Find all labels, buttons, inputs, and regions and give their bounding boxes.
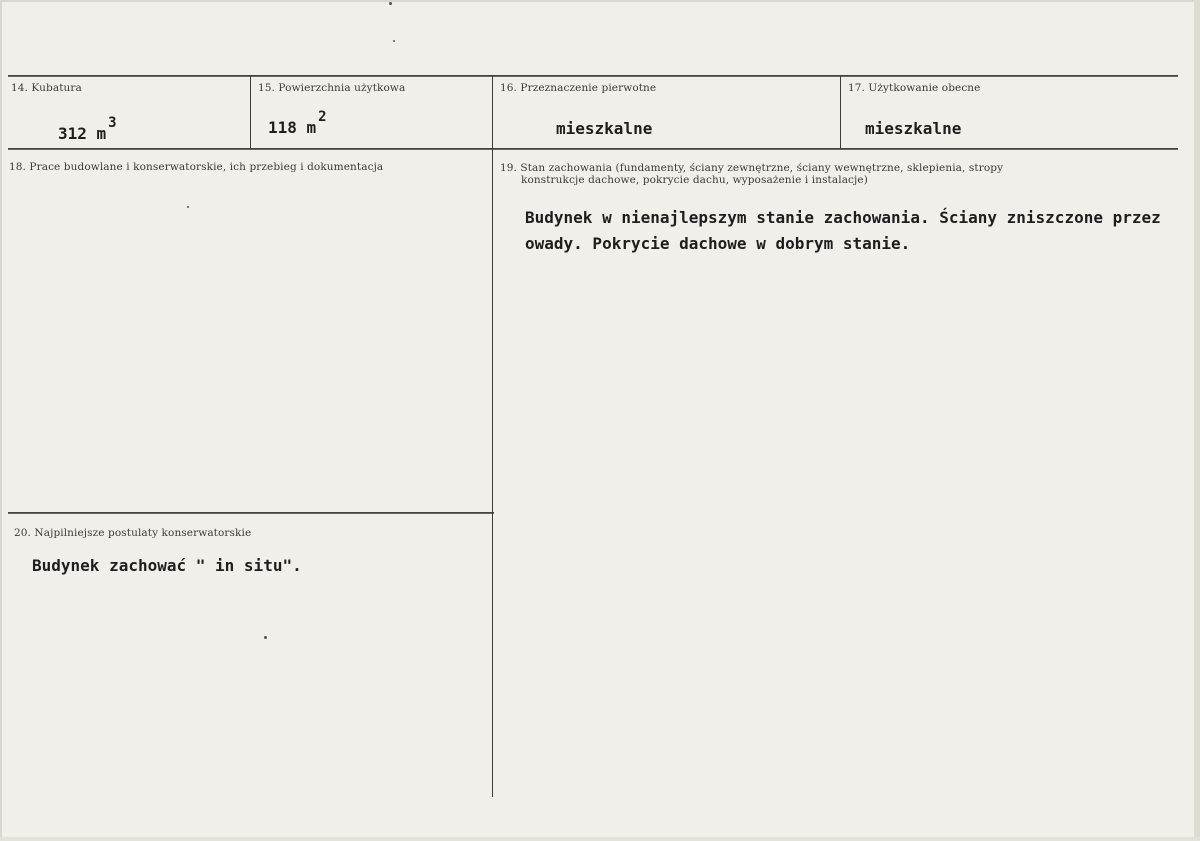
field-16-label: 16. Przeznaczenie pierwotne	[500, 82, 657, 94]
paper-speck	[389, 2, 392, 5]
field-14-exponent: 3	[108, 115, 117, 131]
field-15-label: 15. Powierzchnia użytkowa	[258, 82, 406, 94]
row-divider-1	[8, 148, 1178, 150]
col-divider-16-17	[840, 75, 841, 149]
top-rule	[8, 75, 1178, 77]
field-20-label: 20. Najpilniejsze postulaty konserwatorskie	[14, 527, 252, 539]
paper-speck	[264, 636, 267, 639]
field-20-value: Budynek zachować " in situ".	[32, 556, 302, 575]
field-19-label-line1: 19. Stan zachowania (fundamenty, ściany zewnętrzne, ściany wewnętrzne, sklepienia, stropy	[500, 162, 1004, 174]
col-divider-14-15	[250, 75, 251, 149]
col-divider-main	[492, 75, 493, 797]
field-16-value: mieszkalne	[556, 119, 653, 138]
field-14-number: 312 m	[58, 124, 107, 143]
row-divider-2	[8, 512, 494, 514]
field-17-value: mieszkalne	[865, 119, 962, 138]
field-15-value	[268, 109, 327, 137]
field-14-label: 14. Kubatura	[11, 82, 82, 94]
field-15-number: 118 m	[268, 118, 317, 137]
field-17-label: 17. Użytkowanie obecne	[848, 82, 981, 94]
field-19-value-line1: Budynek w nienajlepszym stanie zachowania. Ściany zniszczone przez	[525, 208, 1161, 227]
field-19-label-line2: konstrukcje dachowe, pokrycie dachu, wyposażenie i instalacje)	[521, 174, 868, 186]
field-15-exponent: 2	[318, 109, 327, 125]
paper-speck	[187, 206, 189, 208]
field-14-value	[58, 115, 117, 143]
card-edge-right	[1194, 0, 1200, 841]
card-edge-bottom	[0, 837, 1200, 841]
field-19-value-line2: owady. Pokrycie dachowe w dobrym stanie.	[525, 234, 911, 253]
field-18-label: 18. Prace budowlane i konserwatorskie, ich przebieg i dokumentacja	[9, 161, 384, 173]
paper-speck	[393, 40, 395, 42]
